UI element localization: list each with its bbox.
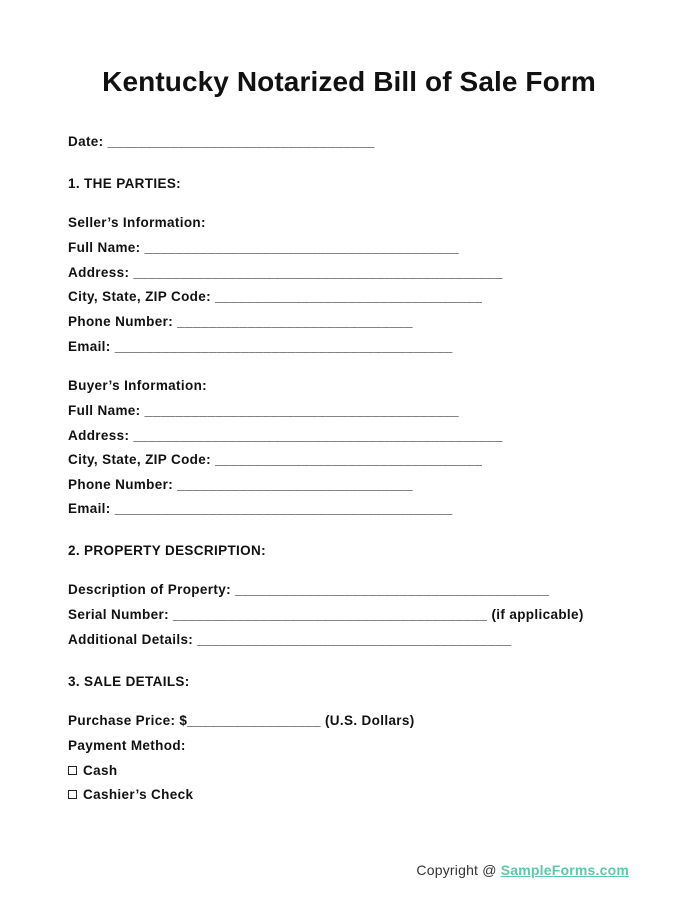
checkbox-icon[interactable]: [68, 790, 77, 799]
seller-heading: Seller’s Information:: [68, 215, 206, 230]
footer-copyright: [416, 862, 629, 878]
date-line[interactable]: Date: __________________________________: [68, 134, 375, 149]
buyer-city-state-zip-field[interactable]: City, State, ZIP Code: __________________________________: [68, 452, 483, 467]
purchase-price-field[interactable]: Purchase Price: $_________________ (U.S. Dollars): [68, 713, 415, 728]
checkbox-icon[interactable]: [68, 766, 77, 775]
additional-details-field[interactable]: Additional Details: ________________________________________: [68, 632, 512, 647]
payment-method-label: Payment Method:: [68, 738, 186, 753]
seller-city-state-zip-field[interactable]: City, State, ZIP Code: __________________________________: [68, 289, 483, 304]
brand-link[interactable]: SampleForms.com: [500, 862, 629, 878]
buyer-phone-field[interactable]: Phone Number: ______________________________: [68, 477, 413, 492]
payment-option-cashiers-check[interactable]: [68, 787, 193, 802]
buyer-full-name-field[interactable]: Full Name: ________________________________________: [68, 403, 459, 418]
seller-address-field[interactable]: Address: _______________________________________________: [68, 265, 503, 280]
serial-number-field[interactable]: Serial Number: ________________________________________ (if applicable): [68, 607, 584, 622]
seller-email-field[interactable]: Email: ___________________________________________: [68, 339, 453, 354]
payment-option-label: Cashier’s Check: [83, 787, 194, 802]
buyer-email-field[interactable]: Email: ___________________________________________: [68, 501, 453, 516]
payment-option-label: Cash: [83, 763, 118, 778]
seller-phone-field[interactable]: Phone Number: ______________________________: [68, 314, 413, 329]
sale-heading: 3. SALE DETAILS:: [68, 674, 190, 689]
payment-option-cash[interactable]: [68, 763, 117, 778]
copyright-prefix: Copyright @: [416, 862, 501, 878]
buyer-heading: Buyer’s Information:: [68, 378, 208, 393]
page-title: Kentucky Notarized Bill of Sale Form: [102, 66, 596, 97]
seller-full-name-field[interactable]: Full Name: ________________________________________: [68, 240, 459, 255]
property-description-field[interactable]: Description of Property: ________________________________________: [68, 582, 550, 597]
buyer-address-field[interactable]: Address: _______________________________________________: [68, 428, 503, 443]
parties-heading: 1. THE PARTIES:: [68, 176, 182, 191]
property-heading: 2. PROPERTY DESCRIPTION:: [68, 543, 266, 558]
